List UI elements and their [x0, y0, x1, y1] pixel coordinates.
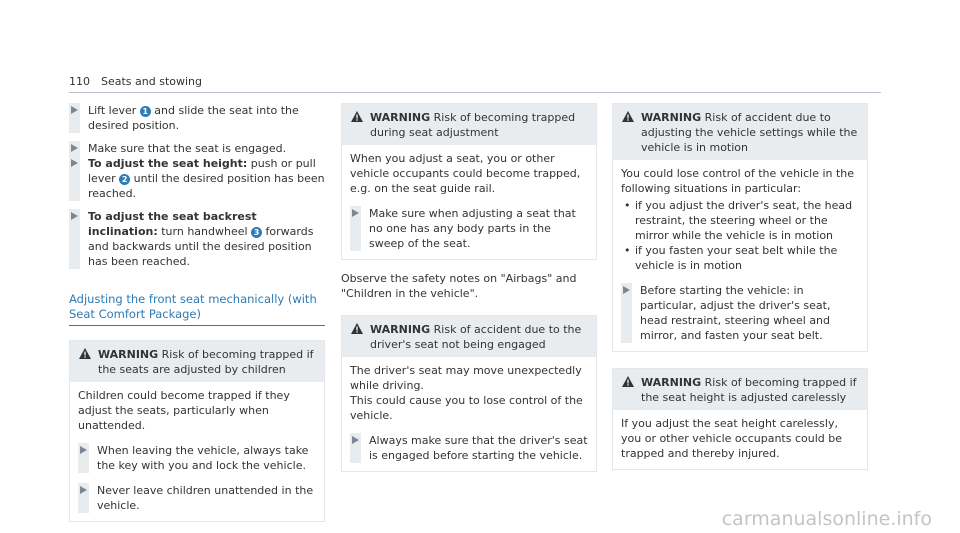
callout-3-icon: 3 — [251, 227, 262, 238]
list-item: • if you adjust the driver's seat, the head restraint, the steering wheel or the mirror while the vehicle is in motion — [621, 198, 859, 243]
instruction-step: When leaving the vehicle, always take the key with you and lock the vehicle. — [78, 443, 316, 473]
warning-body: This could cause you to lose control of the vehicle. — [350, 394, 583, 422]
warning-label: WARNING — [370, 323, 431, 336]
step-arrow-icon — [71, 212, 78, 220]
warning-title: Risk of accident due to adjusting the vehicle settings while the vehicle is in motion — [641, 111, 858, 154]
warning-box — [341, 315, 597, 472]
column-2 — [341, 103, 597, 472]
warning-triangle-icon — [622, 376, 634, 387]
warning-box — [69, 340, 325, 522]
warning-title: Risk of becoming trapped if the seats are adjusted by children — [98, 348, 314, 376]
callout-2-icon: 2 — [119, 174, 130, 185]
callout-1-icon: 1 — [140, 106, 151, 117]
warning-label: WARNING — [641, 111, 702, 124]
warning-body: You could lose control of the vehicle in the following situations in particular: — [621, 167, 855, 195]
warning-label: WARNING — [370, 111, 431, 124]
warning-title: Risk of accident due to the driver's seat not being engaged — [370, 323, 582, 351]
column-1 — [69, 103, 325, 522]
list-item: • if you fasten your seat belt while the vehicle is in motion — [621, 243, 859, 273]
watermark: carmanualsonline.info — [721, 508, 932, 530]
warning-title: Risk of becoming trapped if the seat height is adjusted carelessly — [641, 376, 857, 404]
warning-triangle-icon — [351, 111, 363, 122]
instruction-step: To adjust the seat backrest inclination: turn handwheel 3 forwards and backwards until the desired position has been reached. — [69, 209, 325, 269]
section-title: Seats and stowing — [101, 75, 203, 88]
step-arrow-icon — [71, 144, 78, 152]
warning-label: WARNING — [98, 348, 159, 361]
step-arrow-icon — [71, 106, 78, 114]
page-header — [69, 73, 881, 93]
step-arrow-icon — [71, 159, 78, 167]
column-3 — [612, 103, 868, 470]
step-arrow-icon — [623, 286, 630, 294]
warning-body: Children could become trapped if they adjust the seats, particularly when unattended. — [78, 389, 290, 432]
step-arrow-icon — [352, 209, 359, 217]
instruction-step: Always make sure that the driver's seat is engaged before starting the vehicle. — [350, 433, 588, 463]
warning-box — [341, 103, 597, 260]
instruction-step: Never leave children unattended in the vehicle. — [78, 483, 316, 513]
bullet-list — [621, 198, 859, 273]
warning-box — [612, 103, 868, 352]
warning-title: Risk of becoming trapped during seat adjustment — [370, 111, 576, 139]
warning-body: The driver's seat may move unexpectedly while driving. — [350, 364, 582, 392]
warning-triangle-icon — [351, 323, 363, 334]
safety-note-paragraph: Observe the safety notes on "Airbags" and "Children in the vehicle". — [341, 272, 577, 300]
warning-body: If you adjust the seat height carelessly, you or other vehicle occupants could be trapped and thereby injured. — [621, 417, 842, 460]
step-arrow-icon — [80, 446, 87, 454]
warning-box — [612, 368, 868, 470]
warning-label: WARNING — [641, 376, 702, 389]
instruction-step: Lift lever 1 and slide the seat into the desired position. — [69, 103, 325, 133]
step-arrow-icon — [352, 436, 359, 444]
instruction-step: Make sure when adjusting a seat that no one has any body parts in the sweep of the seat. — [350, 206, 588, 251]
warning-triangle-icon — [622, 111, 634, 122]
section-subheading: Adjusting the front seat mechanically (with Seat Comfort Package) — [69, 292, 325, 326]
warning-triangle-icon — [79, 348, 91, 359]
step-arrow-icon — [80, 486, 87, 494]
instruction-step: To adjust the seat height: push or pull lever 2 until the desired position has been reached. — [69, 156, 325, 201]
instruction-step: Make sure that the seat is engaged. — [69, 141, 325, 156]
page-number: 110 — [69, 75, 90, 88]
instruction-step: Before starting the vehicle: in particular, adjust the driver's seat, head restraint, steering wheel and mirror, and fasten your seat belt. — [621, 283, 859, 343]
warning-body: When you adjust a seat, you or other vehicle occupants could become trapped, e.g. on the seat guide rail. — [350, 152, 581, 195]
